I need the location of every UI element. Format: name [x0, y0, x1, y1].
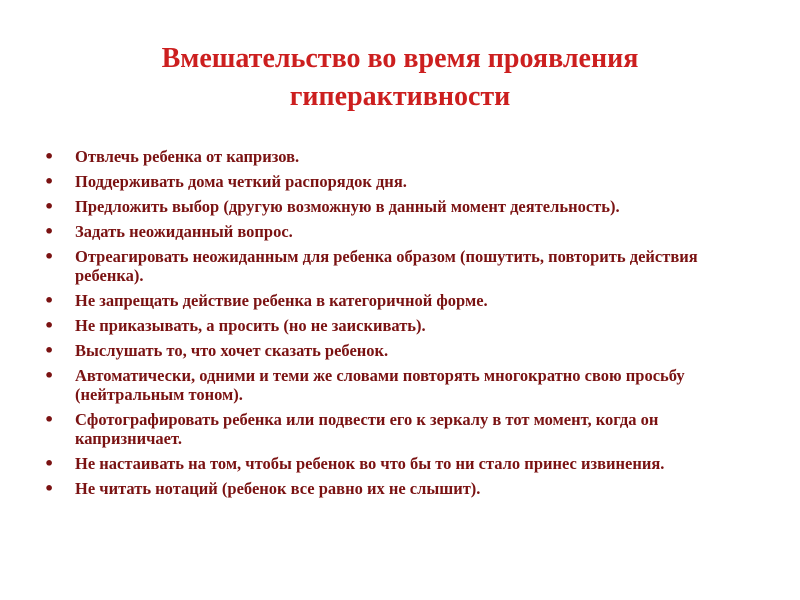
list-item — [44, 222, 764, 241]
list-item-text: Не запрещать действие ребенка в категоричной форме. — [75, 291, 488, 310]
bullet-icon: • — [44, 197, 55, 216]
list-item — [44, 172, 764, 191]
list-item — [44, 147, 764, 166]
bullet-icon: • — [44, 172, 55, 191]
bullet-icon: • — [44, 222, 55, 241]
list-item — [44, 197, 764, 216]
bullet-icon: • — [44, 247, 55, 266]
list-item — [44, 366, 764, 404]
slide-title: Вмешательство во время проявления гиперактивности — [161, 43, 639, 112]
bullet-icon: • — [44, 454, 55, 473]
bullet-icon: • — [44, 479, 55, 498]
list-item-text: Не приказывать, а просить (но не заискивать). — [75, 316, 426, 335]
list-item — [44, 454, 764, 473]
list-item-text: Предложить выбор (другую возможную в данный момент деятельность). — [75, 197, 620, 216]
list-item-text: Отреагировать неожиданным для ребенка образом (пошутить, повторить действия ребенка). — [75, 247, 698, 285]
list-item — [44, 291, 764, 310]
bullet-icon: • — [44, 291, 55, 310]
list-item-text: Поддерживать дома четкий распорядок дня. — [75, 172, 407, 191]
bullet-icon: • — [44, 147, 55, 166]
list-item-text: Автоматически, одними и теми же словами повторять многократно свою просьбу (нейтральным тоном). — [75, 366, 685, 404]
bullet-icon: • — [44, 341, 55, 360]
list-item — [44, 247, 764, 285]
list-item — [44, 479, 764, 498]
list-item — [44, 316, 764, 335]
list-item-text: Выслушать то, что хочет сказать ребенок. — [75, 341, 389, 360]
list-item-text: Не настаивать на том, чтобы ребенок во что бы то ни стало принес извинения. — [75, 454, 665, 473]
list-item — [44, 410, 764, 448]
list-item-text: Отвлечь ребенка от капризов. — [75, 147, 300, 166]
bullet-icon: • — [44, 410, 55, 429]
bullet-icon: • — [44, 316, 55, 335]
list-item-text: Сфотографировать ребенка или подвести его к зеркалу в тот момент, когда он капризничает. — [75, 410, 659, 448]
list-item-text: Не читать нотаций (ребенок все равно их не слышит). — [75, 479, 481, 498]
list-item-text: Задать неожиданный вопрос. — [75, 222, 293, 241]
bullet-list — [44, 147, 764, 504]
list-item — [44, 341, 764, 360]
bullet-icon: • — [44, 366, 55, 385]
